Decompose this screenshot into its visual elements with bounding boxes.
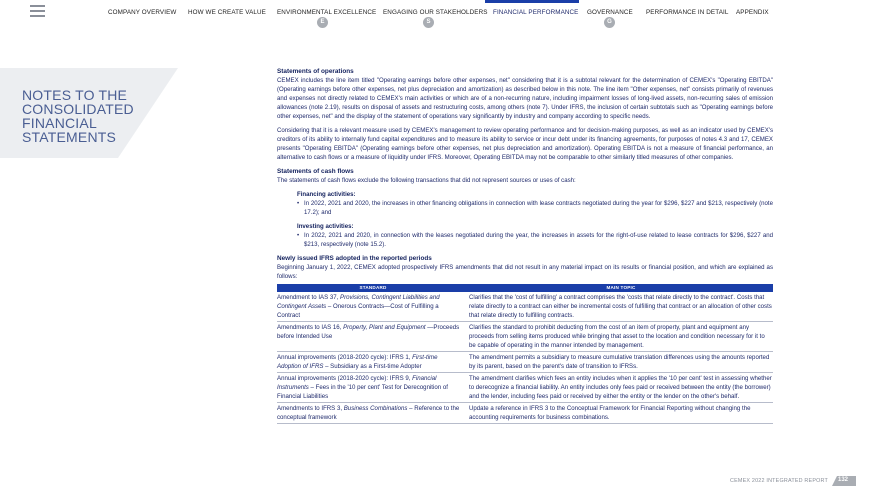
header-standard: STANDARD (277, 284, 469, 292)
active-tab-indicator (485, 0, 579, 3)
nav-company-overview[interactable]: COMPANY OVERVIEW (108, 9, 177, 16)
cash-paragraph: The statements of cash flows exclude the following transactions that did not represent sources or uses of cash: (277, 177, 576, 184)
ops-paragraph-2: Considering that it is a relevant measure used by CEMEX's management to review operating performance and for decision-making purposes, as well as an indicator used by CEMEX's creditors of its ability to internally fund capital expenditures and to measure its ability to service or incur debt under its financing agreements, for purposes of notes 4.3 and 17, CEMEX presents "Operating EBITDA" (Operating earnings before other expenses, net plus depreciation and amortization). Operating EBITDA is not a measure of financial performance, an alternative to cash flows or a measure of liquidity under IFRS. Moreover, Operating EBITDA may not be comparable to other similarly titled measures of other companies. (277, 127, 773, 161)
topic-cell: The amendment clarifies which fees an entity includes when it applies the '10 per cent' test in assessing whether to derecognize a financial liability. An entity includes only fees paid or received between the entity (the borrower) and the lender, including fees paid or received by either the entity or the lender on the other's behalf. (469, 373, 773, 403)
header-main-topic: MAIN TOPIC (469, 284, 773, 292)
financing-heading: Financing activities: (297, 191, 356, 198)
nav-how-we-create-value[interactable]: HOW WE CREATE VALUE (188, 9, 266, 16)
standard-cell: Amendments to IFRS 3, Business Combinations – Reference to the conceptual framework (277, 403, 469, 424)
table-header-row (277, 284, 773, 292)
standard-cell: Amendments to IAS 16, Property, Plant and Equipment —Proceeds before Intended Use (277, 322, 469, 352)
ops-paragraph-1: CEMEX includes the line item titled "Operating earnings before other expenses, net" considering that it is a subtotal relevant for the determination of CEMEX's "Operating EBITDA" (Operating earnings before other expenses, net plus depreciation and amortization) as described below in this note. The line item "Other expenses, net" consists primarily of revenues and expenses not directly related to CEMEX's main activities or which are of a non-recurring nature, including impairment losses of long-lived assets, non-recurring sales of emission allowances (note 2.19), results on disposal of assets and restructuring costs, among others (note 7). Under IFRS, the inclusion of certain subtotals such as "Operating earnings before other expenses, net" and the display of the statement of operations vary significantly by industry and company according to specific needs. (277, 77, 773, 120)
page-number-badge (832, 476, 856, 486)
table-row (277, 352, 773, 373)
topic-cell: Clarifies the standard to prohibit deducting from the cost of an item of property, plant and equipment any proceeds from selling items produced while bringing that asset to the location and condition necessary for it to be capable of operating in the manner intended by management. (469, 322, 773, 352)
ifrs-standards-table (277, 284, 773, 424)
table-row (277, 292, 773, 322)
table-row (277, 403, 773, 424)
governance-badge-icon: G (604, 17, 615, 28)
section-title: NOTES TO THE CONSOLIDATED FINANCIAL STATEMENTS (22, 87, 134, 145)
standard-cell: Amendment to IAS 37, Provisions, Contingent Liabilities and Contingent Assets – Onerous Contracts—Cost of Fulfilling a Contract (277, 292, 469, 322)
table-row (277, 322, 773, 352)
social-badge-icon: S (423, 17, 434, 28)
nav-financial-performance[interactable]: FINANCIAL PERFORMANCE (493, 9, 579, 16)
investing-bullet: • In 2022, 2021 and 2020, in connection with the leases negotiated during the year, the increases in assets for the right-of-use related to lease contracts for $296, $227 and $213, respectively (note 15.2). (304, 231, 773, 249)
topic-cell: Update a reference in IFRS 3 to the Conceptual Framework for Financial Reporting without changing the accounting requirements for business combinations. (469, 403, 773, 424)
ops-heading: Statements of operations (277, 68, 354, 75)
nav-performance-in-detail[interactable]: PERFORMANCE IN DETAIL (646, 9, 729, 16)
menu-icon[interactable] (30, 5, 45, 17)
environmental-badge-icon: E (317, 17, 328, 28)
table-row (277, 373, 773, 403)
nav-environmental-excellence[interactable]: ENVIRONMENTAL EXCELLENCE (277, 9, 377, 16)
standard-cell: Annual improvements (2018-2020 cycle): IFRS 9, Financial Instruments – Fees in the '10 per cent' Test for Derecognition of Financial Liabilities (277, 373, 469, 403)
section-label-panel (0, 68, 178, 158)
top-navigation (0, 0, 880, 30)
ifrs-heading: Newly issued IFRS adopted in the reported periods (277, 255, 432, 262)
topic-cell: Clarifies that the 'cost of fulfilling' a contract comprises the 'costs that relate directly to the contract'. Costs that relate directly to a contract can either be incremental costs of fulfilling that contract or an allocation of other costs that relate directly to fulfilling contracts. (469, 292, 773, 322)
investing-heading: Investing activities: (297, 223, 354, 230)
standard-cell: Annual improvements (2018-2020 cycle): IFRS 1, First-time Adoption of IFRS – Subsidiary as a First-time Adopter (277, 352, 469, 373)
nav-appendix[interactable]: APPENDIX (736, 9, 769, 16)
cash-heading: Statements of cash flows (277, 168, 354, 175)
footer-report-title: CEMEX 2022 INTEGRATED REPORT (730, 478, 828, 484)
financing-bullet: • In 2022, 2021 and 2020, the increases in other financing obligations in connection with lease contracts negotiated during the year for $296, $227 and $213, respectively (note 17.2); and (304, 199, 773, 217)
main-content (277, 67, 773, 424)
page-number: 132 (838, 477, 849, 483)
ifrs-paragraph: Beginning January 1, 2022, CEMEX adopted prospectively IFRS amendments that did not result in any material impact on its results or financial position, and which are explained as follows: (277, 264, 773, 280)
nav-governance[interactable]: GOVERNANCE (587, 9, 633, 16)
nav-engaging-stakeholders[interactable]: ENGAGING OUR STAKEHOLDERS (383, 9, 488, 16)
topic-cell: The amendment permits a subsidiary to measure cumulative translation differences using the amounts reported by its parent, based on the parent's date of transition to IFRSs. (469, 352, 773, 373)
